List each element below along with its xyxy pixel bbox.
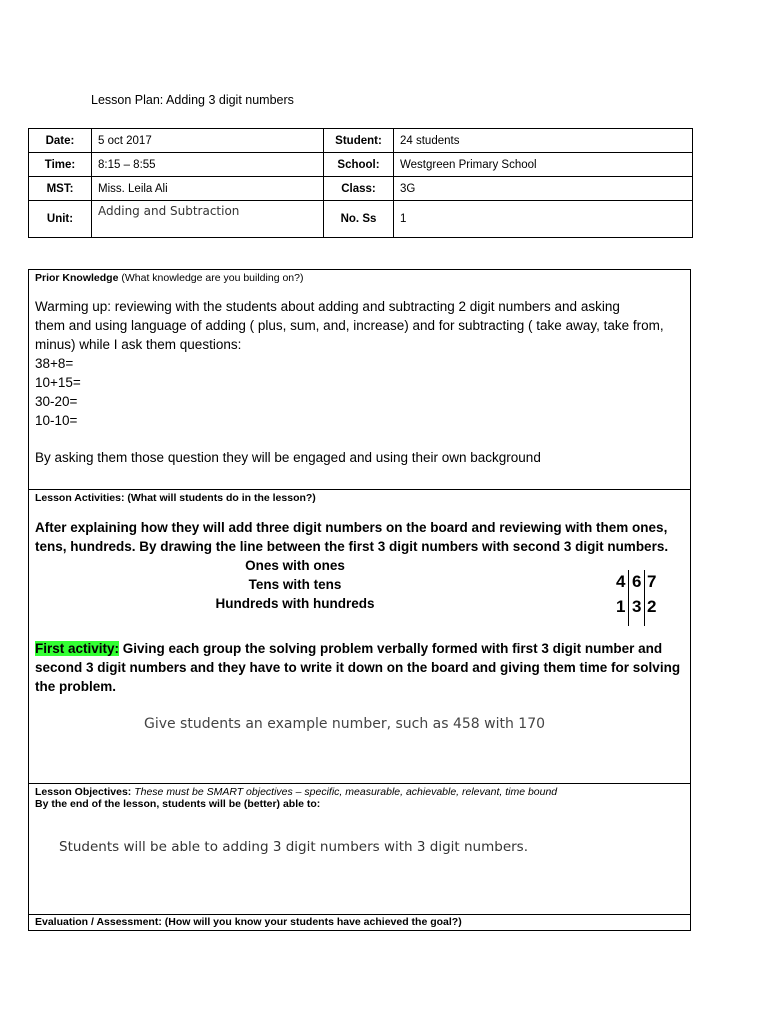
digit: 1 — [616, 597, 626, 616]
warmup-text — [29, 297, 690, 467]
lesson-activities-section — [28, 489, 691, 784]
activities-intro-line: tens, hundreds. By drawing the line between the first 3 digit numbers with second 3 digit numbers. — [35, 539, 669, 554]
first-activity-line: the problem. — [35, 679, 117, 694]
evaluation-section — [28, 914, 691, 931]
digit: 6 — [632, 572, 642, 591]
place-value-item: Tens with tens — [248, 577, 342, 592]
lesson-objectives-section — [28, 783, 691, 915]
first-activity-label: First activity: — [35, 641, 120, 656]
table-row — [29, 201, 693, 238]
objectives-heading — [29, 784, 690, 798]
objectives-heading-bold: Lesson Objectives: — [35, 786, 132, 798]
place-value-item: Ones with ones — [245, 558, 345, 573]
unit-label: Unit: — [29, 201, 92, 238]
mst-label: MST: — [29, 177, 92, 201]
place-value-item: Hundreds with hundreds — [215, 596, 375, 611]
first-activity — [29, 639, 690, 696]
first-activity-text: Giving each group the solving problem verbally formed with first 3 digit number and — [119, 641, 663, 656]
divider-line — [628, 570, 629, 626]
place-value-list — [29, 556, 561, 613]
question-item: 38+8= — [35, 356, 74, 371]
prior-heading-rest: (What knowledge are you building on?) — [118, 272, 304, 284]
mst-value: Miss. Leila Ali — [92, 177, 324, 201]
table-row — [29, 153, 693, 177]
prior-knowledge-heading — [29, 270, 690, 286]
date-value: 5 oct 2017 — [92, 129, 324, 153]
digit: 2 — [647, 597, 657, 616]
table-row — [29, 129, 693, 153]
time-value: 8:15 – 8:55 — [92, 153, 324, 177]
unit-value: Adding and Subtraction — [92, 201, 324, 238]
question-item: 10-10= — [35, 413, 78, 428]
table-row — [29, 177, 693, 201]
digit: 4 — [616, 572, 626, 591]
question-item: 30-20= — [35, 394, 78, 409]
objectives-subheading: By the end of the lesson, students will be (better) able to: — [35, 798, 321, 810]
prior-heading-bold: Prior Knowledge — [35, 272, 119, 284]
question-item: 10+15= — [35, 375, 81, 390]
objectives-heading-italic: These must be SMART objectives – specific, measurable, achievable, relevant, time bound — [131, 786, 558, 798]
student-value: 24 students — [394, 129, 693, 153]
date-label: Date: — [29, 129, 92, 153]
nos-label: No. Ss — [324, 201, 394, 238]
warmup-line: minus) while I ask them questions: — [35, 337, 242, 352]
class-value: 3G — [394, 177, 693, 201]
prior-knowledge-section — [28, 269, 691, 490]
activities-intro — [29, 518, 690, 556]
class-label: Class: — [324, 177, 394, 201]
prior-closing: By asking them those question they will be engaged and using their own background — [35, 450, 541, 465]
nos-value: 1 — [394, 201, 693, 238]
column-addition-figure — [614, 570, 674, 626]
objective-text: Students will be able to adding 3 digit numbers with 3 digit numbers. — [59, 839, 528, 855]
time-label: Time: — [29, 153, 92, 177]
lesson-info-table — [28, 128, 693, 238]
first-activity-line: second 3 digit numbers and they have to write it down on the board and giving them time for solving — [35, 660, 681, 675]
evaluation-heading: Evaluation / Assessment: (How will you know your students have achieved the goal?) — [35, 916, 462, 928]
activities-intro-line: After explaining how they will add three digit numbers on the board and reviewing with them ones, — [35, 520, 668, 535]
digit: 7 — [647, 572, 657, 591]
school-value: Westgreen Primary School — [394, 153, 693, 177]
divider-line — [644, 570, 645, 626]
activities-heading: Lesson Activities: (What will students do in the lesson?) — [35, 492, 316, 504]
digit: 3 — [632, 597, 642, 616]
student-label: Student: — [324, 129, 394, 153]
page-title: Lesson Plan: Adding 3 digit numbers — [91, 93, 294, 107]
warmup-line: Warming up: reviewing with the students about adding and subtracting 2 digit numbers and asking — [35, 299, 620, 314]
first-activity-line — [35, 639, 684, 658]
example-note: Give students an example number, such as 458 with 170 — [143, 716, 546, 732]
school-label: School: — [324, 153, 394, 177]
warmup-line: them and using language of adding ( plus, sum, and, increase) and for subtracting ( take away, take from, — [35, 318, 664, 333]
